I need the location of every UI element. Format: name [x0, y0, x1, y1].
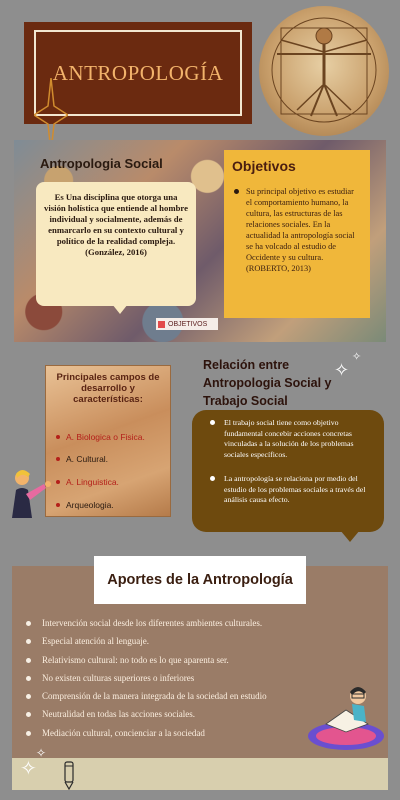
bullet-icon	[26, 658, 31, 663]
bullet-icon	[234, 189, 239, 194]
campo-label: Arqueologia.	[66, 500, 114, 510]
vitruvian-man-image	[259, 6, 389, 136]
list-item	[24, 673, 354, 691]
campo-label: A. Cultural.	[66, 454, 109, 464]
sparkle-icon: ✧	[20, 756, 37, 780]
aporte-text: Relativismo cultural: no todo es lo que aparenta ser.	[42, 654, 229, 665]
page-title: ANTROPOLOGÍA	[52, 60, 224, 85]
bullet-icon	[26, 712, 31, 717]
sparkle-icon: ✧	[36, 746, 47, 760]
square-icon	[158, 321, 165, 328]
objetivos-button-label: OBJETIVOS	[168, 320, 208, 328]
aportes-list	[24, 618, 354, 746]
sparkle-icon: ✧	[334, 360, 350, 381]
campo-label: A. Linguistica.	[66, 477, 119, 487]
aporte-text: Especial atención al lenguaje.	[42, 636, 149, 647]
faces-collage	[14, 140, 386, 342]
list-item	[24, 636, 354, 654]
speech-bubble-tail	[112, 304, 128, 314]
antropologia-social-heading: Antropologia Social	[40, 156, 163, 171]
campo-label: A. Biologica o Fisica.	[66, 432, 145, 442]
bullet-icon	[56, 457, 60, 461]
objetivos-heading: Objetivos	[232, 158, 296, 174]
pointing-person-icon	[8, 468, 56, 520]
definition-card	[36, 182, 196, 306]
relacion-text: El trabajo social tiene como objetivo fundamental concebir acciones concretas vinculadas a la solución de los problemas sociales específicos.	[224, 418, 354, 459]
objetivos-text: Su principal objetivo es estudiar el comportamiento humano, la cultura, las estructuras de las relaciones sociales. En la actualidad la antropología social se ha volcado al estudio de Occidente y su cultura. (ROBERTO, 2013)	[246, 187, 355, 273]
objetivos-card	[224, 150, 370, 318]
pen-icon	[62, 760, 76, 790]
list-item	[202, 418, 374, 460]
list-item	[24, 709, 354, 727]
list-item	[56, 432, 145, 442]
speech-bubble-tail	[340, 530, 360, 542]
reading-person-icon	[306, 680, 386, 756]
list-item	[56, 500, 114, 510]
relacion-text: La antropología se relaciona por medio del estudio de los problemas sociales a través del análisis causa efecto.	[224, 474, 366, 504]
bullet-icon	[26, 731, 31, 736]
bullet-icon	[26, 676, 31, 681]
bullet-icon	[26, 694, 31, 699]
list-item	[24, 618, 354, 636]
objetivos-button[interactable]	[156, 318, 218, 330]
bullet-icon	[56, 435, 60, 439]
list-item	[24, 655, 354, 673]
list-item	[24, 728, 354, 746]
campos-heading: Principales campos de desarrollo y características:	[56, 372, 160, 405]
aporte-text: Neutralidad en todas las acciones sociales.	[42, 709, 195, 720]
bullet-icon	[26, 621, 31, 626]
relacion-card	[192, 410, 384, 532]
definition-text: Es Una disciplina que otorga una visión holística que entiende al hombre individual y socialmente, además de enmarcarlo en su contexto cultural y político de la realidad compleja. (González, 2016)	[44, 192, 188, 257]
aportes-heading: Aportes de la Antropología	[94, 556, 306, 604]
aporte-text: Mediación cultural, concienciar a la sociedad	[42, 727, 205, 738]
sparkle-icon: ✧	[352, 350, 362, 363]
aporte-text: Intervención social desde los diferentes ambientes culturales.	[42, 618, 263, 628]
aporte-text: Comprensión de la manera integrada de la sociedad en estudio	[42, 691, 267, 702]
bullet-icon	[210, 476, 215, 481]
relacion-heading: Relación entre Antropologia Social y Trabajo Social	[203, 358, 332, 408]
campos-parchment	[46, 366, 170, 516]
bullet-icon	[56, 503, 60, 507]
aporte-text: No existen culturas superiores o inferiores	[42, 672, 195, 683]
bullet-icon	[26, 639, 31, 644]
list-item	[24, 691, 354, 709]
objetivos-item	[232, 186, 362, 274]
list-item	[56, 454, 108, 464]
list-item	[202, 474, 374, 506]
bullet-icon	[56, 480, 60, 484]
bullet-icon	[210, 420, 215, 425]
list-item	[56, 477, 119, 487]
